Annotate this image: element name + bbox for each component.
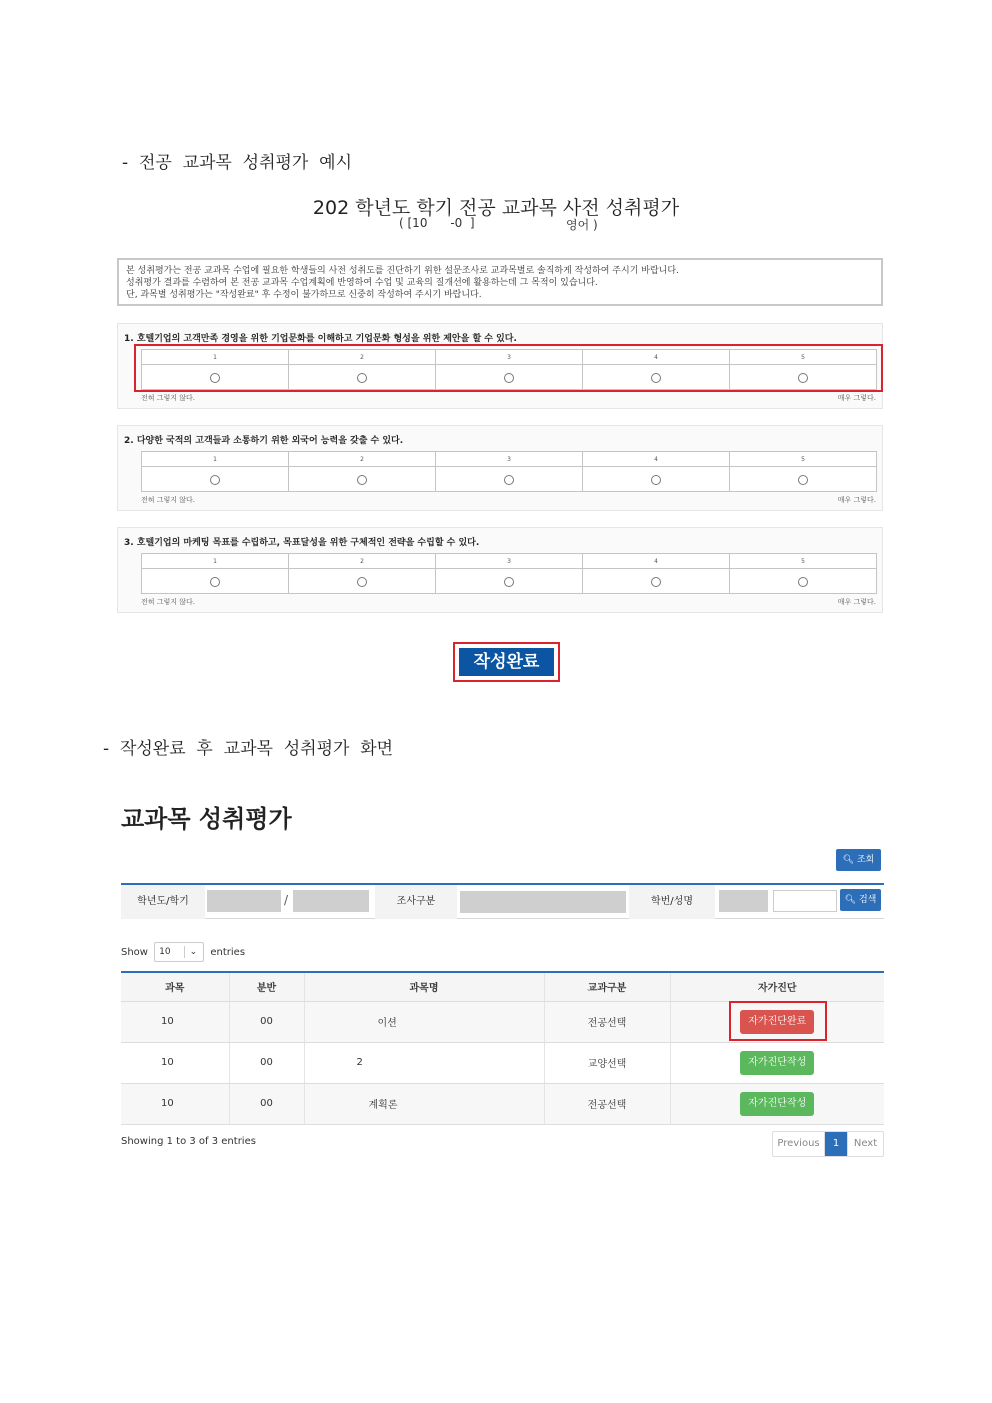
scale-low-label: 전혀 그렇지 않다. xyxy=(141,496,196,504)
scale-number: 2 xyxy=(289,554,436,569)
rating-radio-2[interactable] xyxy=(357,577,367,587)
intro-line: 성취평가 결과를 수렴하여 본 전공 교과목 수업계획에 반영하여 수업 및 교육의 질개선에 활용하는데 그 목적이 있습니다. xyxy=(126,278,598,288)
scale-number: 4 xyxy=(583,554,730,569)
entries-label: entries xyxy=(210,947,246,958)
scale-number: 3 xyxy=(436,350,583,365)
entries-select[interactable] xyxy=(154,942,204,962)
scale-high-label: 매우 그렇다. xyxy=(837,496,876,504)
table-row xyxy=(121,1042,884,1083)
column-header: 과목 xyxy=(121,972,229,1001)
course-category: 전공선택 xyxy=(544,1083,670,1124)
section-heading-after-complete: - 작성완료 후 교과목 성취평가 화면 xyxy=(103,739,394,759)
question-block-3 xyxy=(117,527,883,613)
scale-number: 1 xyxy=(142,452,289,467)
column-header: 분반 xyxy=(229,972,304,1001)
column-header: 과목명 xyxy=(304,972,544,1001)
column-header: 자가진단 xyxy=(670,972,884,1001)
search-button[interactable] xyxy=(840,889,881,911)
survey-title: 202 학년도 학기 전공 교과목 사전 성취평가 xyxy=(312,197,680,219)
rating-scale xyxy=(141,553,877,594)
intro-line: 단, 과목별 성취평가는 "작성완료" 후 수정이 불가하므로 신중히 작성하여 주시기 바랍니다. xyxy=(126,290,482,300)
rating-radio-5[interactable] xyxy=(798,577,808,587)
scale-number: 5 xyxy=(730,350,877,365)
student-name-input[interactable] xyxy=(773,890,837,912)
complete-button[interactable]: 작성완료 xyxy=(459,648,554,676)
scale-low-label: 전혀 그렇지 않다. xyxy=(141,394,196,402)
term-select[interactable] xyxy=(293,890,369,912)
lookup-button[interactable] xyxy=(836,849,881,871)
scale-high-label: 매우 그렇다. xyxy=(837,394,876,402)
section-code: 00 xyxy=(229,1001,304,1042)
course-code: 10 xyxy=(121,1001,229,1042)
show-label: Show xyxy=(121,947,148,958)
table-row xyxy=(121,1083,884,1124)
scale-number: 2 xyxy=(289,350,436,365)
course-name: 2 xyxy=(304,1042,544,1083)
highlight-box-rating xyxy=(134,344,883,392)
survey-type-label: 조사구분 xyxy=(375,885,457,919)
pagination xyxy=(772,1131,884,1157)
survey-course-language: 영어 ) xyxy=(566,218,598,232)
search-icon: 🔍︎ xyxy=(844,895,857,905)
scale-number: 3 xyxy=(436,452,583,467)
table-info: Showing 1 to 3 of 3 entries xyxy=(121,1136,256,1147)
entries-select-value: 10 xyxy=(159,947,171,957)
page-title: 교과목 성취평가 xyxy=(121,805,292,833)
question-text: 2. 다양한 국적의 고객들과 소통하기 위한 외국어 능력을 갖출 수 있다. xyxy=(124,436,404,446)
survey-course-code: ( [10 -0 ] xyxy=(399,216,475,230)
rating-radio-3[interactable] xyxy=(504,577,514,587)
intro-line: 본 성취평가는 전공 교과목 수업에 필요한 학생들의 사전 성취도를 진단하기 위한 설문조사로 교과목별로 솔직하게 작성하여 주시기 바랍니다. xyxy=(126,266,679,276)
course-code: 10 xyxy=(121,1083,229,1124)
self-diagnosis-write-button[interactable]: 자가진단작성 xyxy=(740,1051,814,1075)
scale-number: 5 xyxy=(730,554,877,569)
rating-scale xyxy=(141,451,877,492)
survey-type-select[interactable] xyxy=(460,891,626,913)
scale-high-label: 매우 그렇다. xyxy=(837,598,876,606)
scale-number: 1 xyxy=(142,554,289,569)
section-heading-example: - 전공 교과목 성취평가 예시 xyxy=(122,153,353,173)
question-block-2 xyxy=(117,425,883,511)
scale-number: 2 xyxy=(289,452,436,467)
pagination-next[interactable]: Next xyxy=(847,1132,883,1156)
column-header: 교과구분 xyxy=(544,972,670,1001)
highlight-box-status xyxy=(729,1001,827,1041)
course-table xyxy=(121,971,884,1125)
course-name: 계획론 xyxy=(304,1083,544,1124)
survey-intro-box xyxy=(117,258,883,306)
rating-radio-1[interactable] xyxy=(210,475,220,485)
year-term-slash: / xyxy=(284,893,289,907)
lookup-button-label: 조회 xyxy=(856,855,875,865)
year-select[interactable] xyxy=(207,890,281,912)
search-button-label: 검색 xyxy=(858,895,877,905)
course-category: 전공선택 xyxy=(544,1001,670,1042)
rating-radio-4[interactable] xyxy=(651,577,661,587)
scale-number: 4 xyxy=(583,452,730,467)
course-name: 이션 xyxy=(304,1001,544,1042)
scale-number: 3 xyxy=(436,554,583,569)
section-code: 00 xyxy=(229,1042,304,1083)
course-code: 10 xyxy=(121,1042,229,1083)
student-id-input[interactable] xyxy=(719,890,768,912)
rating-radio-2[interactable] xyxy=(357,475,367,485)
question-text: 3. 호텔기업의 마케팅 목표를 수립하고, 목표달성을 위한 구체적인 전략을 수립할 수 있다. xyxy=(124,538,480,548)
scale-number: 5 xyxy=(730,452,877,467)
pagination-page[interactable]: 1 xyxy=(825,1132,847,1156)
search-icon: 🔍︎ xyxy=(842,855,855,865)
course-category: 교양선택 xyxy=(544,1042,670,1083)
question-text: 1. 호텔기업의 고객만족 경영을 위한 기업문화를 이해하고 기업문화 형성을 위한 제안을 할 수 있다. xyxy=(124,334,517,344)
section-code: 00 xyxy=(229,1083,304,1124)
scale-number: 4 xyxy=(583,350,730,365)
highlight-box-complete xyxy=(453,642,560,682)
rating-radio-3[interactable] xyxy=(504,475,514,485)
year-term-label: 학년도/학기 xyxy=(121,885,205,919)
scale-number: 1 xyxy=(142,350,289,365)
rating-radio-5[interactable] xyxy=(798,475,808,485)
self-diagnosis-complete-button[interactable]: 자가진단완료 xyxy=(740,1010,814,1034)
student-label: 학번/성명 xyxy=(629,885,715,919)
rating-radio-4[interactable] xyxy=(651,475,661,485)
entries-length-control xyxy=(121,942,245,962)
pagination-previous[interactable]: Previous xyxy=(773,1132,825,1156)
filter-bar xyxy=(121,883,884,919)
chevron-down-icon: ⌄ xyxy=(189,947,198,957)
scale-low-label: 전혀 그렇지 않다. xyxy=(141,598,196,606)
self-diagnosis-write-button[interactable]: 자가진단작성 xyxy=(740,1092,814,1116)
rating-radio-1[interactable] xyxy=(210,577,220,587)
